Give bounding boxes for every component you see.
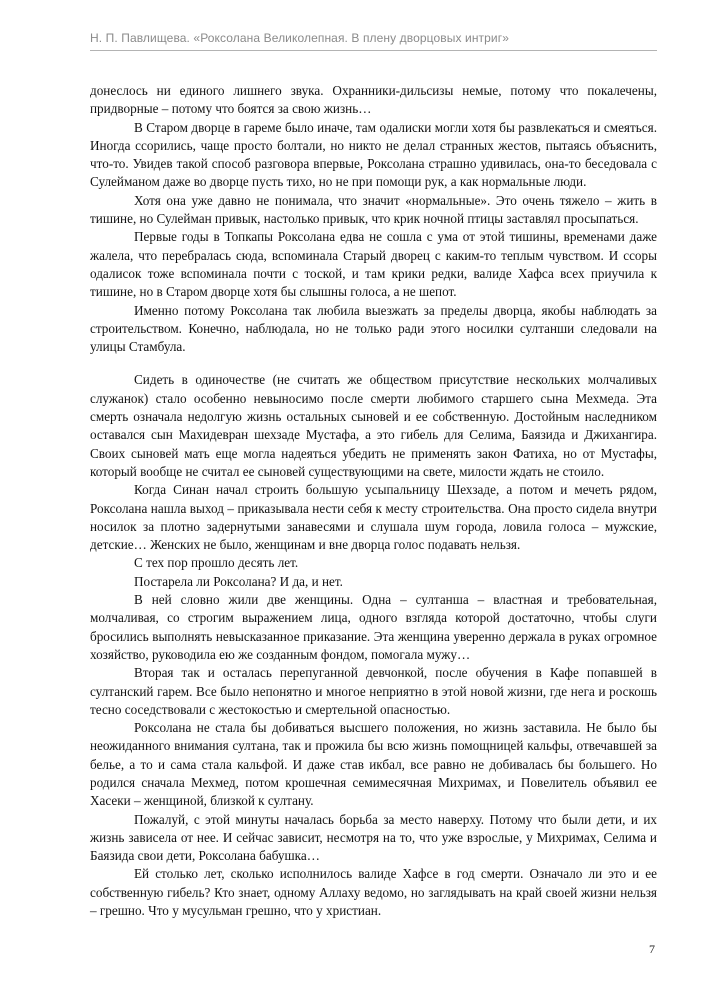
- paragraph: Пожалуй, с этой минуты началась борьба за место наверху. Потому что были дети, и их жизнь зависела от нее. И сейчас зависит, несмотря на то, что уже взрослые, у Михримах, Селима и Баязида свои дети, Роксолана бабушка…: [90, 811, 657, 864]
- paragraph: Сидеть в одиночестве (не считать же обществом присутствие нескольких молчаливых служанок) стало особенно невыносимо после смерти любимого старшего сына Мехмеда. Эта смерть означала недолгую жизнь остальных сыновей и ее собственную. Достойным наследником оставался сын Махидевран шехзаде Мустафа, а это гибель для Селима, Баязида и Джихангира. Своих сыновей мать еще могла надеяться убедить не применять закон Фатиха, но от Мустафы, который вообще не считал ее сыновей существующими на свете, милости ждать не стоило.: [90, 372, 657, 479]
- paragraph: Вторая так и осталась перепуганной девчонкой, после обучения в Кафе попавшей в султанский гарем. Все было непонятно и многое неприятно в этой новой жизни, где нега и роскошь тесно соседствовали с жестокостью и смертельной опасностью.: [90, 665, 657, 717]
- paragraph: Когда Синан начал строить большую усыпальницу Шехзаде, а потом и мечеть рядом, Роксолана нашла выход – приказывала нести себя к месту строительства. Она просто сидела внутри носилок за плотно задернутыми занавесями и слушала шум города, ловила голоса – мужские, детские… Женских не было, женщинам и вне дворца голос подавать нельзя.: [90, 482, 657, 553]
- page-body: [90, 82, 657, 920]
- section-break: [90, 356, 657, 371]
- page-number: 7: [649, 942, 655, 956]
- running-header: Н. П. Павлищева. «Роксолана Великолепная. В плену дворцовых интриг»: [90, 31, 509, 45]
- paragraph: донеслось ни единого лишнего звука. Охранники-дильсизы немые, потому что покалечены, придворные – потому что боятся за свою жизнь…: [90, 83, 657, 117]
- paragraph: Первые годы в Топкапы Роксолана едва не сошла с ума от этой тишины, временами даже жалела, что перебралась сюда, вспоминала Старый дворец с каким-то теплым чувством. И ссоры одалисок тоже вспоминала почти с тоской, и там крики редки, валиде Хафса всех приучила к тишине, но в Старом дворце хотя бы слышны голоса, а не шепот.: [90, 229, 657, 300]
- paragraph: Постарела ли Роксолана? И да, и нет.: [134, 573, 343, 589]
- paragraph: В ней словно жили две женщины. Одна – султанша – властная и требовательная, молчаливая, со строгим выражением лица, одного взгляда которой достаточно, чтобы слуги бросились выполнять невысказанное приказание. Эта женщина уверенно держала в руках огромное хозяйство, руководила ею же созданным фондом, помогала мужу…: [90, 592, 657, 662]
- paragraph: Ей столько лет, сколько исполнилось валиде Хафсе в год смерти. Означало ли это и ее собственную гибель? Кто знает, одному Аллаху ведомо, но заглядывать на край своей жизни нельзя – грешно. Что у мусульман грешно, что у христиан.: [90, 866, 657, 919]
- paragraph: С тех пор прошло десять лет.: [134, 555, 299, 571]
- header-divider: [90, 50, 657, 51]
- paragraph: В Старом дворце в гареме было иначе, там одалиски могли хотя бы развлекаться и смеяться. Иногда ссорились, чаще просто болтали, но никто не делал странных жестов, пытаясь объяснить, что-то. Увидев такой способ разговора впервые, Роксолана страшно удивилась, она-то беседовала с Сулейманом даже во дворце пусть тихо, но не при помощи рук, а как нормальные люди.: [90, 119, 657, 190]
- paragraph: Роксолана не стала бы добиваться высшего положения, но жизнь заставила. Не было бы неожиданного внимания султана, так и прожила бы всю жизнь помощницей кальфы, отвечавшей за белье, а то и сама стала кальфой. И даже став икбал, все равно не добивалась бы большего. Но родился сначала Мехмед, потом крошечная семимесячная Михримах, и Повелитель объявил ее Хасеки – женщиной, близкой к султану.: [90, 720, 657, 809]
- paragraph: Хотя она уже давно не понимала, что значит «нормальные». Это очень тяжело – жить в тишине, но Сулейман привык, настолько привык, что крик ночной птицы заставлял просыпаться.: [90, 192, 657, 227]
- paragraph: Именно потому Роксолана так любила выезжать за пределы дворца, якобы наблюдать за строительством. Конечно, наблюдала, но не только ради этого носилки султанши следовали на улицы Стамбула.: [90, 302, 657, 355]
